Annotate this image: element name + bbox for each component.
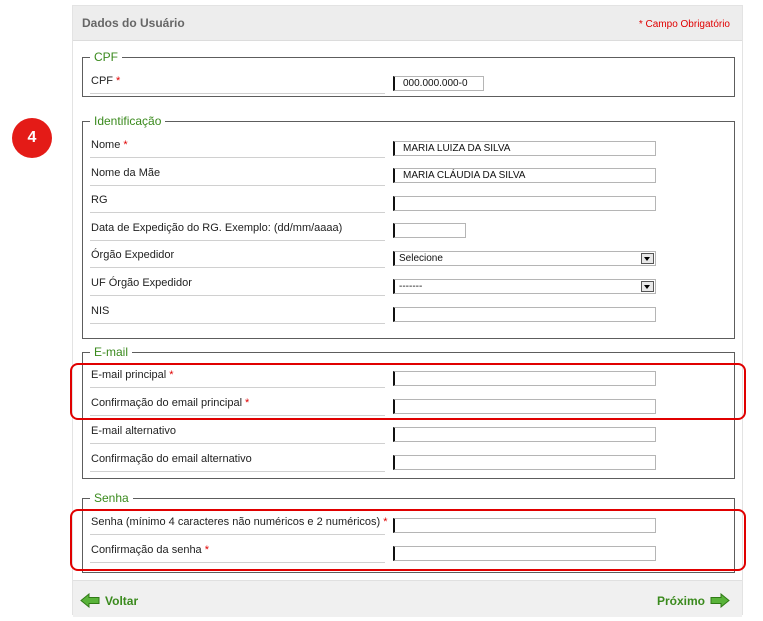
senha-row: [90, 513, 388, 535]
email-section: [82, 345, 735, 479]
chevron-down-icon[interactable]: [641, 253, 654, 264]
uf-orgao-label: UF Órgão Expedidor: [91, 277, 192, 289]
panel-title: Dados do Usuário: [82, 16, 185, 30]
cpf-legend: CPF: [90, 50, 122, 64]
nome-input[interactable]: MARIA LUIZA DA SILVA: [393, 141, 656, 156]
orgao-expedidor-label: Órgão Expedidor: [91, 249, 175, 261]
next-button-label: Próximo: [656, 593, 705, 608]
senha-legend: Senha: [90, 491, 133, 505]
senha-confirmacao-row: [90, 541, 385, 563]
email-principal-input[interactable]: [393, 371, 656, 386]
cpf-label: CPF *: [91, 75, 121, 87]
arrow-right-icon: [710, 593, 730, 608]
uf-orgao-row: [90, 274, 385, 296]
required-fields-note: * Campo Obrigatório: [638, 19, 730, 30]
nome-mae-label: Nome da Mãe: [91, 167, 161, 179]
senha-confirmacao-input[interactable]: [393, 546, 656, 561]
email-alternativo-input[interactable]: [393, 427, 656, 442]
rg-label: RG: [91, 194, 108, 206]
nis-row: [90, 302, 385, 324]
data-expedicao-input[interactable]: [393, 223, 466, 238]
senha-label: Senha (mínimo 4 caracteres não numéricos e 2 numéricos) *: [91, 516, 388, 528]
orgao-expedidor-select[interactable]: [393, 251, 656, 266]
email-alt-confirmacao-row: [90, 450, 385, 472]
email-alt-confirmacao-label: Confirmação do email alternativo: [91, 453, 252, 465]
nome-mae-input[interactable]: MARIA CLÁUDIA DA SILVA: [393, 168, 656, 183]
email-confirmacao-label: Confirmação do email principal *: [91, 397, 250, 409]
senha-section: [82, 491, 735, 573]
next-button[interactable]: [657, 593, 730, 608]
nome-mae-row: [90, 164, 385, 186]
nome-row: [90, 136, 385, 158]
identificacao-section: [82, 114, 735, 339]
orgao-expedidor-row: [90, 246, 385, 268]
step-number-badge: 4: [12, 118, 52, 158]
panel-footer: [73, 580, 742, 617]
email-alternativo-label: E-mail alternativo: [91, 425, 176, 437]
email-alternativo-row: [90, 422, 385, 444]
email-confirmacao-row: [90, 394, 385, 416]
rg-input[interactable]: [393, 196, 656, 211]
senha-confirmacao-label: Confirmação da senha *: [91, 544, 209, 556]
rg-row: [90, 191, 385, 213]
cpf-section: [82, 50, 735, 97]
orgao-expedidor-selected-value: Selecione: [399, 253, 443, 264]
email-legend: E-mail: [90, 345, 132, 359]
uf-orgao-select[interactable]: [393, 279, 656, 294]
user-data-panel: [72, 5, 743, 615]
data-expedicao-label: Data de Expedição do RG. Exemplo: (dd/mm/aaaa): [91, 222, 343, 234]
email-confirmacao-input[interactable]: [393, 399, 656, 414]
identificacao-legend: Identificação: [90, 114, 165, 128]
email-principal-row: [90, 366, 385, 388]
back-button-label: Voltar: [105, 593, 139, 608]
email-principal-label: E-mail principal *: [91, 369, 174, 381]
email-alt-confirmacao-input[interactable]: [393, 455, 656, 470]
panel-header: [73, 6, 742, 41]
chevron-down-icon[interactable]: [641, 281, 654, 292]
nis-label: NIS: [91, 305, 110, 317]
back-button[interactable]: [80, 593, 138, 608]
nis-input[interactable]: [393, 307, 656, 322]
uf-orgao-selected-value: -------: [399, 281, 423, 292]
cpf-input[interactable]: 000.000.000-0: [393, 76, 484, 91]
data-expedicao-row: [90, 219, 385, 241]
nome-label: Nome *: [91, 139, 128, 151]
cpf-row: [90, 72, 385, 94]
senha-input[interactable]: [393, 518, 656, 533]
arrow-left-icon: [80, 593, 100, 608]
